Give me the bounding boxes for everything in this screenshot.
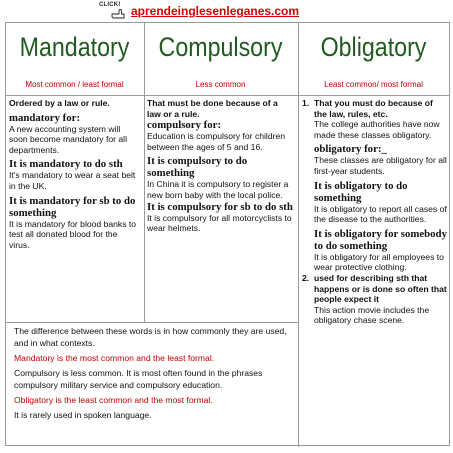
heading-obligatory: Obligatory [320, 32, 427, 62]
compulsory-definition: That must be done because of a law or a rule. [147, 98, 278, 119]
obligatory-definition-2: used for describing sth that happens or is done so often that people expect it [314, 272, 447, 305]
compulsory-usage2-example: In China it is compulsory to register a new born baby with the local police. [147, 179, 289, 200]
compulsory-usage2-head: It is compulsory to do something [147, 155, 248, 180]
obligatory-usage2-head: It is obligatory to do something [314, 179, 408, 204]
summary-mandatory-note: Mandatory is the most common and the least formal. [14, 353, 215, 363]
compulsory-usage1-example: Education is compulsory for children between the ages of 5 and 16. [147, 131, 286, 152]
obligatory-usage3-head: It is obligatory for somebody to do something [314, 227, 447, 252]
mandatory-usage3-head: It is mandatory for sb to do something [9, 194, 136, 219]
obligatory-usage2-example: It is obligatory to report all cases of the disease to the authorities. [314, 203, 447, 225]
mandatory-usage1-example: A new accounting system will soon become mandatory for all departments. [9, 123, 127, 155]
obligatory-usage3-example: It is obligatory for all employees to wear protective clothing. [314, 251, 444, 273]
heading-compulsory: Compulsory [158, 32, 283, 62]
heading-mandatory: Mandatory [19, 32, 130, 62]
obligatory-definition: That you must do because of the law, rules, etc. [314, 98, 433, 119]
summary-box [14, 325, 294, 421]
compulsory-usage3-head: It is compulsory for sb to do sth [147, 200, 293, 213]
obligatory-definition-example: The college authorities have now made these classes obligatory. [314, 119, 440, 140]
summary-compulsory-note: Compulsory is less common. It is most often found in the phrases compulsory military service and compulsory education. [14, 368, 263, 390]
subtitle-compulsory: Less common [195, 80, 246, 89]
mandatory-usage3-example: It is mandatory for blood banks to test all donated blood for the virus. [9, 218, 137, 250]
summary-rare-note: It is rarely used in spoken language. [14, 410, 152, 420]
compulsory-usage1-head: compulsory for: [147, 119, 222, 132]
mandatory-usage2-head: It is mandatory to do sth [9, 158, 123, 171]
obligatory-column [302, 98, 448, 326]
mandatory-definition: Ordered by a law or rule. [9, 98, 110, 108]
site-link[interactable]: aprendeinglesenleganes.com [131, 4, 300, 18]
obligatory-definition-2-example: This action movie includes the obligatory chase scene. [314, 304, 430, 326]
mandatory-usage2-example: It's mandatory to wear a seat belt in the UK. [9, 170, 136, 191]
summary-intro: The difference between these words is in how commonly they are used, and in what contexts. [14, 326, 287, 348]
pointing-hand-icon [95, 2, 129, 20]
summary-obligatory-note: Obligatory is the least common and the most formal. [14, 395, 213, 405]
mandatory-column [9, 98, 139, 250]
site-banner [95, 2, 299, 20]
compulsory-usage3-example: It is compulsory for all motorcyclists to wear helmets. [147, 212, 292, 234]
click-label: CLICK! [99, 2, 121, 8]
subtitle-mandatory: Most common / least formal [25, 80, 124, 89]
subtitle-obligatory: Least common/ most formal [324, 80, 423, 89]
obligatory-usage1-head: obligatory for:_ [314, 143, 387, 156]
mandatory-usage1-head: mandatory for: [9, 111, 81, 124]
obligatory-number-1: 1. [302, 98, 310, 108]
compulsory-column [147, 98, 293, 234]
obligatory-number-2: 2. [302, 272, 310, 283]
obligatory-usage1-example: These classes are obligatory for all first-year students. [314, 155, 447, 176]
